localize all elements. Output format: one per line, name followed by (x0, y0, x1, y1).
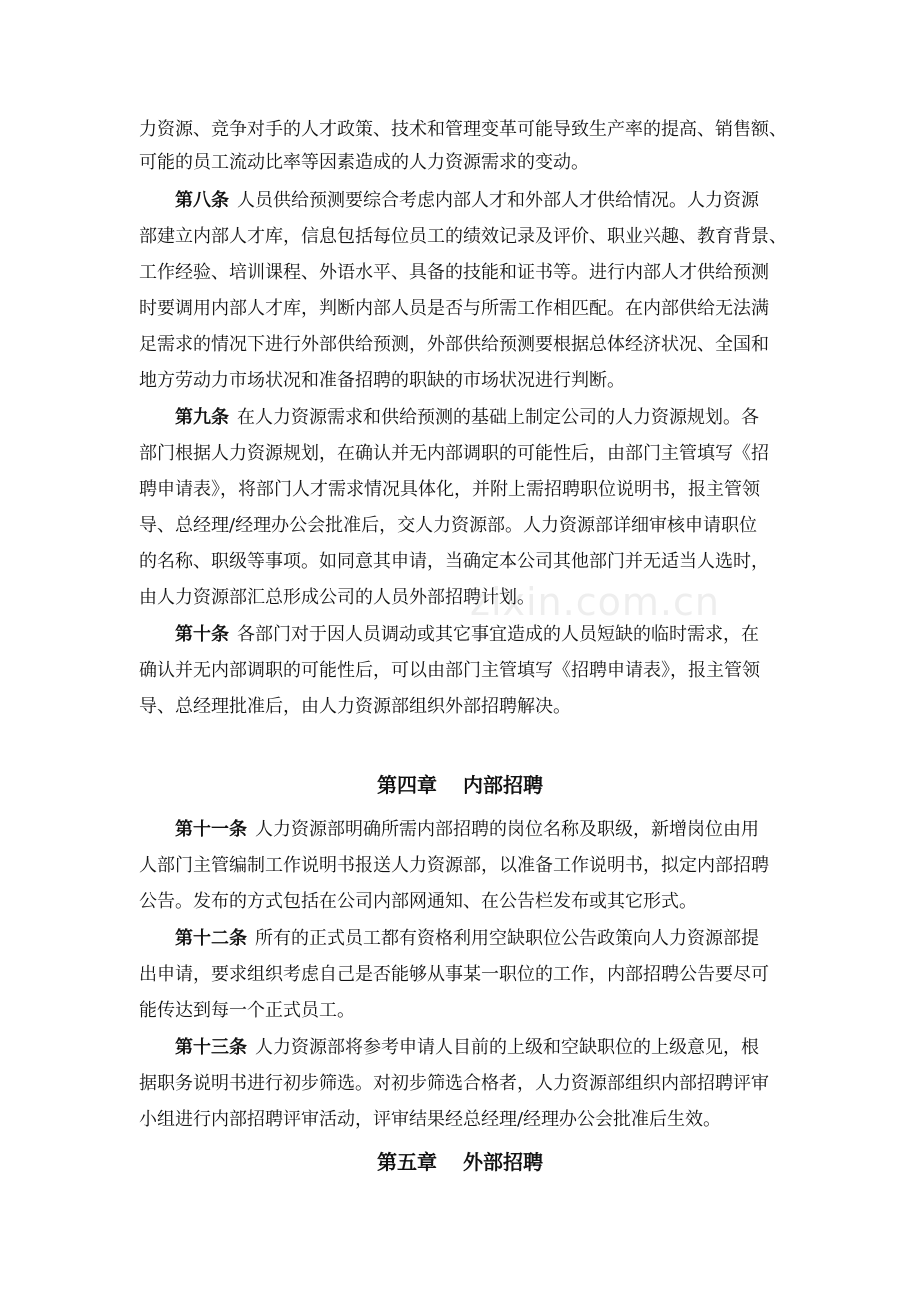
article-10-line (175, 623, 789, 647)
text-span: 所有的正式员工都有资格利用空缺职位公告政策向人力资源部提 (255, 928, 759, 949)
article-9-line (175, 406, 789, 430)
text-line: 力资源、竞争对手的人才政策、技术和管理变革可能导致生产率的提高、销售额、 (139, 119, 787, 140)
text-line: 聘申请表》，将部门人才需求情况具体化，并附上需招聘职位说明书，报主管领 (139, 479, 760, 500)
text-line: 导、总经理批准后，由人力资源部组织外部招聘解决。 (139, 696, 571, 717)
text-span: 人力资源部明确所需内部招聘的岗位名称及职级，新增岗位由用 (255, 819, 759, 840)
text-line: 小组进行内部招聘评审活动，评审结果经总经理/经理办公会批准后生效。 (139, 1109, 722, 1130)
text-line: 能传达到每一个正式员工。 (139, 1000, 355, 1021)
text-line: 公告。发布的方式包括在公司内部网通知、在公告栏发布或其它形式。 (139, 891, 697, 912)
text-line: 工作经验、培训课程、外语水平、具备的技能和证书等。进行内部人才供给预测 (139, 262, 769, 283)
text-line: 人部门主管编制工作说明书报送人力资源部，以准备工作说明书，拟定内部招聘 (139, 855, 769, 876)
chapter-5-title: 外部招聘 (463, 1150, 543, 1174)
text-span: 人员供给预测要综合考虑内部人才和外部人才供给情况。人力资源 (237, 190, 759, 211)
article-8-line (175, 189, 789, 213)
chapter-5-number: 第五章 (377, 1150, 437, 1174)
text-line: 出申请，要求组织考虑自己是否能够从事某一职位的工作，内部招聘公告要尽可 (139, 964, 769, 985)
article-13-line (175, 1036, 789, 1060)
text-line: 时要调用内部人才库，判断内部人员是否与所需工作相匹配。在内部供给无法满 (139, 298, 769, 319)
text-line: 部门根据人力资源规划，在确认并无内部调职的可能性后，由部门主管填写《招 (139, 443, 769, 464)
text-line: 确认并无内部调职的可能性后，可以由部门主管填写《招聘申请表》，报主管领 (139, 660, 760, 681)
chapter-4-heading (0, 772, 920, 798)
article-11-label: 第十一条 (175, 819, 247, 840)
chapter-4-number: 第四章 (377, 773, 437, 797)
text-line: 的名称、职级等事项。如同意其申请，当确定本公司其他部门并无适当人选时， (139, 551, 769, 572)
chapter-4-title: 内部招聘 (463, 773, 543, 797)
article-12-label: 第十二条 (175, 928, 247, 949)
text-line: 足需求的情况下进行外部供给预测，外部供给预测要根据总体经济状况、全国和 (139, 334, 769, 355)
article-13-label: 第十三条 (175, 1037, 247, 1058)
text-line: 由人力资源部汇总形成公司的人员外部招聘计划。 (139, 587, 535, 608)
article-8-label: 第八条 (175, 190, 229, 211)
text-span: 在人力资源需求和供给预测的基础上制定公司的人力资源规划。各 (237, 407, 759, 428)
text-span: 各部门对于因人员调动或其它事宜造成的人员短缺的临时需求，在 (237, 624, 759, 645)
watermark: zixin.com.cn (470, 580, 720, 624)
text-line: 地方劳动力市场状况和准备招聘的职缺的市场状况进行判断。 (139, 370, 625, 391)
article-12-line (175, 927, 789, 951)
text-line: 部建立内部人才库，信息包括每位员工的绩效记录及评价、职业兴趣、教育背景、 (139, 226, 787, 247)
chapter-5-heading (0, 1149, 920, 1175)
article-9-label: 第九条 (175, 407, 229, 428)
article-10-label: 第十条 (175, 624, 229, 645)
article-11-line (175, 818, 789, 842)
text-span: 人力资源部将参考申请人目前的上级和空缺职位的上级意见，根 (255, 1037, 759, 1058)
text-line: 可能的员工流动比率等因素造成的人力资源需求的变动。 (139, 152, 589, 173)
text-line: 据职务说明书进行初步筛选。对初步筛选合格者，人力资源部组织内部招聘评审 (139, 1073, 769, 1094)
text-line: 导、总经理/经理办公会批准后，交人力资源部。人力资源部详细审核申请职位 (139, 515, 758, 536)
